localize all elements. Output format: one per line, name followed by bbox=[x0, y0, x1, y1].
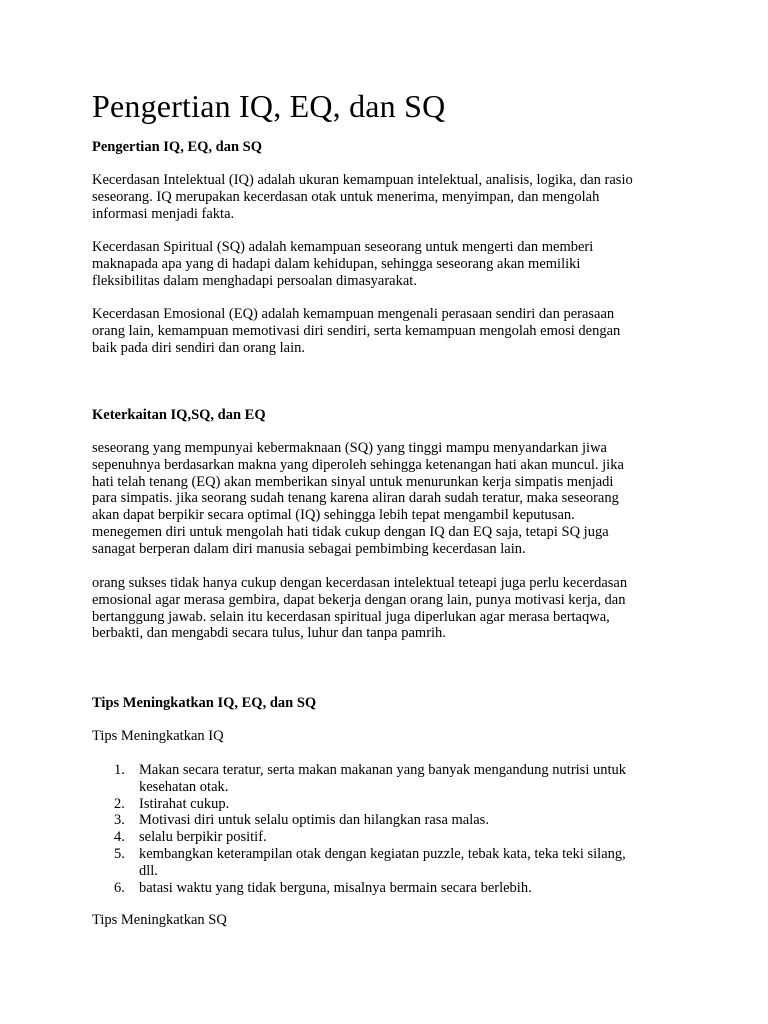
text-line: batasi waktu yang tidak berguna, misalnya bermain secara berlebih. bbox=[139, 879, 532, 896]
text-line: seseorang yang mempunyai kebermaknaan (SQ) yang tinggi mampu menyandarkan jiwa bbox=[92, 440, 607, 456]
text-line: akan dapat berpikir secara optimal (IQ) sehingga lebih tepat mengambil keputusan. bbox=[92, 507, 575, 524]
text-line: Makan secara teratur, serta makan makanan yang banyak mengandung nutrisi untuk bbox=[139, 762, 627, 778]
text-line: sanagat berperan dalam diri manusia sebagai pembimbing kecerdasan lain. bbox=[92, 540, 526, 557]
text-line: selalu berpikir positif. bbox=[139, 829, 267, 846]
text-line: sepenuhnya berdasarkan makna yang diperoleh sehingga ketenangan hati akan muncul. jika bbox=[92, 456, 624, 473]
list-item bbox=[92, 880, 692, 897]
list-item-number: 2. bbox=[114, 795, 125, 812]
text-line: dll. bbox=[139, 862, 158, 879]
text-line: Motivasi diri untuk selalu optimis dan hilangkan rasa malas. bbox=[139, 812, 489, 829]
paragraph-eq bbox=[92, 306, 692, 356]
text-line: fleksibilitas dalam menghadapi persoalan dimasyarakat. bbox=[92, 272, 417, 289]
paragraph-sq bbox=[92, 239, 692, 289]
subheading-tips-iq: Tips Meningkatkan IQ bbox=[92, 728, 224, 744]
text-line: Kecerdasan Emosional (EQ) adalah kemampuan mengenali perasaan sendiri dan perasaan bbox=[92, 306, 615, 322]
text-line: baik pada diri sendiri dan orang lain. bbox=[92, 339, 306, 356]
paragraph-keterkaitan-2 bbox=[92, 575, 692, 642]
list-item bbox=[92, 829, 692, 846]
list-item-number: 3. bbox=[114, 812, 125, 829]
text-line: maknapada apa yang di hadapi dalam kehidupan, sehingga seseorang akan memiliki bbox=[92, 255, 581, 272]
text-line: seseorang. IQ merupakan kecerdasan otak untuk menerima, menyimpan, dan mengolah bbox=[92, 188, 600, 205]
section-heading-pengertian: Pengertian IQ, EQ, dan SQ bbox=[92, 139, 262, 155]
list-item-number: 1. bbox=[114, 762, 125, 778]
text-line: hati telah tenang (EQ) akan memberikan sinyal untuk menurunkan kerja simpatis menjadi bbox=[92, 473, 614, 490]
text-line: kembangkan keterampilan otak dengan kegiatan puzzle, tebak kata, teka teki silang, bbox=[139, 845, 626, 862]
list-item-number: 4. bbox=[114, 829, 125, 846]
list-item-number: 5. bbox=[114, 845, 125, 862]
text-line: orang lain, kemampuan memotivasi diri sendiri, serta kemampuan mengolah emosi dengan bbox=[92, 322, 621, 339]
text-line: menegemen diri untuk mengolah hati tidak cukup dengan IQ dan EQ saja, tetapi SQ juga bbox=[92, 523, 609, 540]
text-line: Kecerdasan Spiritual (SQ) adalah kemampuan seseorang untuk mengerti dan memberi bbox=[92, 239, 594, 255]
paragraph-iq bbox=[92, 172, 692, 222]
text-line: para simpatis. jika seorang sudah tenang karena aliran darah sudah teratur, maka seseorang bbox=[92, 490, 619, 507]
list-item bbox=[92, 812, 692, 829]
text-line: informasi menjadi fakta. bbox=[92, 205, 235, 222]
subheading-tips-sq: Tips Meningkatkan SQ bbox=[92, 912, 227, 928]
list-item bbox=[92, 846, 692, 880]
text-line: Istirahat cukup. bbox=[139, 795, 230, 812]
tips-iq-list bbox=[92, 762, 692, 896]
list-item bbox=[92, 762, 692, 796]
list-item bbox=[92, 796, 692, 813]
section-heading-keterkaitan: Keterkaitan IQ,SQ, dan EQ bbox=[92, 407, 266, 423]
paragraph-keterkaitan-1 bbox=[92, 440, 692, 558]
list-item-number: 6. bbox=[114, 879, 125, 896]
page-title: Pengertian IQ, EQ, dan SQ bbox=[92, 88, 446, 124]
text-line: emosional agar merasa gembira, dapat bekerja dengan orang lain, punya motivasi kerja, dan bbox=[92, 591, 626, 608]
text-line: Kecerdasan Intelektual (IQ) adalah ukuran kemampuan intelektual, analisis, logika, dan rasio bbox=[92, 172, 633, 188]
text-line: bertanggung jawab. selain itu kecerdasan spiritual juga diperlukan agar merasa bertaqwa, bbox=[92, 608, 610, 625]
text-line: kesehatan otak. bbox=[139, 778, 229, 795]
text-line: orang sukses tidak hanya cukup dengan kecerdasan intelektual teteapi juga perlu kecerdasan bbox=[92, 575, 628, 591]
section-heading-tips: Tips Meningkatkan IQ, EQ, dan SQ bbox=[92, 695, 317, 711]
text-line: berbakti, dan mengabdi secara tulus, luhur dan tanpa pamrih. bbox=[92, 625, 446, 642]
